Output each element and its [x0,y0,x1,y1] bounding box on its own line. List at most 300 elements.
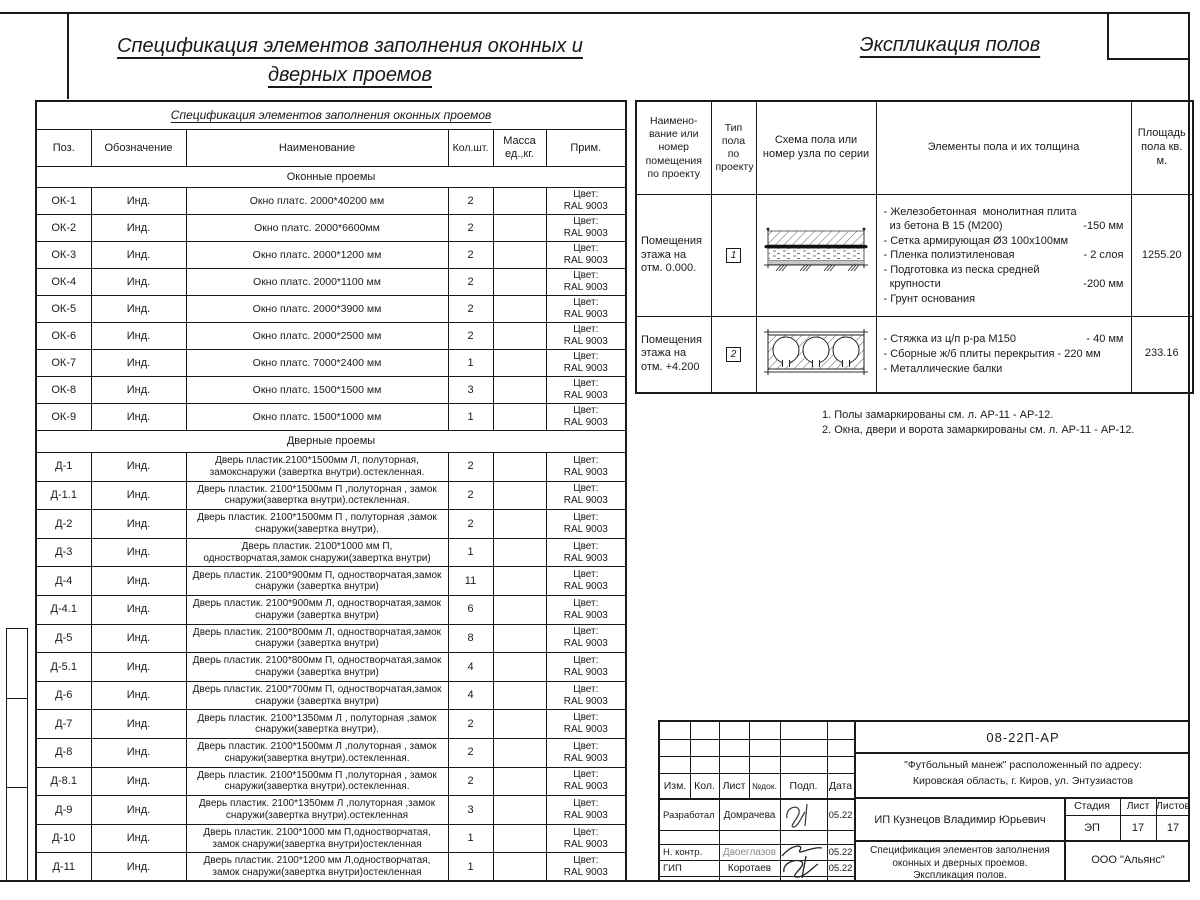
note-cell [546,710,626,739]
col-header-note: Прим. [546,130,626,167]
qty-cell: 1 [448,538,493,567]
note-line2: RAL 9003 [563,390,608,401]
mass-cell [493,510,546,539]
col-header-mass-line1: Масса [503,135,536,148]
element-thickness: - 2 слоя [1083,249,1124,262]
floor-scheme-1-section [762,224,870,282]
qty-cell: 1 [448,350,493,377]
note-cell [546,538,626,567]
signature-mark-2 [778,842,830,880]
position-cell: Д-4 [36,567,91,596]
designation-cell: Инд. [91,824,186,853]
col-header-data: Дата [828,779,853,792]
name-cell: Окно платс. 2000*1100 мм [186,269,448,296]
qty-cell: 2 [448,269,493,296]
document-number: 08-22П-АР [986,730,1060,745]
grid-line [660,830,854,831]
designation-cell: Инд. [91,188,186,215]
door-row [36,681,626,710]
qty-cell: 1 [448,404,493,431]
col-header-pos: Поз. [36,130,91,167]
element-text: - Сборные ж/б плиты перекрытия - 220 мм [883,347,1101,360]
mass-cell [493,595,546,624]
floor-scheme-2-slab [762,324,870,380]
col-header-name: Наименование [186,130,448,167]
note-line2: RAL 9003 [563,552,608,564]
door-row [36,538,626,567]
door-row [36,595,626,624]
name-cell: Дверь пластик. 2100*800мм Л, одностворчатая,замок снаружи (завертка внутри) [186,624,448,653]
note-cell [546,853,626,882]
position-cell: ОК-1 [36,188,91,215]
note-line1: Цвет: [573,483,599,495]
position-cell: ОК-7 [36,350,91,377]
spec-table-title: Спецификация элементов заполнения оконных проемов [36,101,626,130]
element-thickness [1118,347,1124,362]
position-cell: Д-8 [36,738,91,767]
element-thickness [1118,292,1124,307]
note-cell [546,350,626,377]
name-cell: Дверь пластик. 2100*1200 мм Л,одностворчатая, замок снаружи(завертка внутри)остекленная [186,853,448,882]
note-cell [546,767,626,796]
col-header-type: Тип пола по проекту [711,101,756,195]
position-cell: Д-2 [36,510,91,539]
designation-cell: Инд. [91,681,186,710]
floor-element-line [884,332,1124,347]
floor-element-line [884,292,1124,307]
note-line2: RAL 9003 [563,666,608,678]
sheet-title-left [80,32,620,90]
grid-line [856,752,1190,754]
sign-name: Двоеглазов [722,846,777,858]
door-row [36,481,626,510]
window-row [36,350,626,377]
note-line2: RAL 9003 [563,336,608,347]
designation-cell: Инд. [91,653,186,682]
note-line1: Цвет: [573,378,599,389]
mass-cell [493,710,546,739]
position-cell: ОК-6 [36,323,91,350]
note-line1: Цвет: [573,740,599,752]
position-cell: Д-8.1 [36,767,91,796]
frame-top-line [0,12,1190,14]
name-cell: Окно платс. 2000*6600мм [186,215,448,242]
mass-cell [493,824,546,853]
name-cell: Дверь пластик.2100*1500мм Л, полуторная, замокснаружи (завертка внутри).остекленная. [186,453,448,482]
note-line1: Цвет: [573,683,599,695]
note-line1: Цвет: [573,826,599,838]
floor-elements-cell [876,317,1131,393]
sheets-label: Листов [1155,800,1191,812]
qty-cell: 3 [448,377,493,404]
col-header-podp: Подп. [789,779,818,792]
position-cell: Д-3 [36,538,91,567]
floor-type-cell [711,317,756,393]
qty-cell: 2 [448,710,493,739]
element-thickness: -200 мм [1083,278,1124,291]
floor-type-badge: 2 [726,347,742,362]
name-cell: Окно платс. 2000*3900 мм [186,296,448,323]
name-cell: Окно платс. 2000*40200 мм [186,188,448,215]
frame-left-line [67,12,69,99]
mass-cell [493,350,546,377]
col-header-qty: Кол.шт. [448,130,493,167]
qty-cell: 2 [448,510,493,539]
grid-line [660,756,854,757]
element-text: - Стяжка из ц/п р-ра М150 [883,333,1016,346]
note-cell [546,377,626,404]
floor-element-line [884,205,1124,220]
note-line1: Цвет: [573,270,599,281]
margin-stamp-box [6,628,28,699]
position-cell: ОК-4 [36,269,91,296]
element-thickness [1118,362,1124,377]
name-cell: Дверь пластик. 2100*1000 мм П, одностворчатая,замок снаружи(завертка внутри) [186,538,448,567]
mass-cell [493,796,546,825]
sign-role: ГИП [663,862,682,874]
sheets-value: 17 [1166,821,1180,834]
mass-cell [493,453,546,482]
qty-cell: 8 [448,624,493,653]
mass-cell [493,404,546,431]
name-cell: Дверь пластик. 2100*700мм П, одностворчатая,замок снаружи (завертка внутри) [186,681,448,710]
qty-cell: 2 [448,453,493,482]
mass-cell [493,188,546,215]
window-row [36,323,626,350]
project-address-line2: Кировская область, г. Киров, ул. Энтузиастов [912,774,1134,787]
mass-cell [493,567,546,596]
area-cell: 233.16 [1131,317,1193,393]
position-cell: Д-9 [36,796,91,825]
designation-cell: Инд. [91,595,186,624]
designation-cell: Инд. [91,853,186,882]
project-address-line1: "Футбольный манеж" расположенный по адресу: [904,759,1142,771]
section-row-doors [36,431,626,453]
note-line2: RAL 9003 [563,495,608,507]
note-line2: RAL 9003 [563,752,608,764]
mass-cell [493,377,546,404]
floor-elements-cell [876,195,1131,317]
customer-name: ИП Кузнецов Владимир Юрьевич [874,813,1046,826]
designation-cell: Инд. [91,453,186,482]
element-thickness [1118,263,1124,278]
position-cell: ОК-9 [36,404,91,431]
qty-cell: 4 [448,681,493,710]
position-cell: Д-1 [36,453,91,482]
sign-role: Разработал [663,809,715,821]
floor-scheme-cell [756,317,876,393]
note-line1: Цвет: [573,626,599,638]
section-row-windows [36,167,626,188]
door-row [36,510,626,539]
note-line1: Цвет: [573,540,599,552]
note-cell [546,481,626,510]
sign-date: 05.22 [828,846,853,858]
floor-note-2: 2. Окна, двери и ворота замаркированы см. л. АР-11 - АР-12. [822,423,1135,436]
floor-scheme-cell [756,195,876,317]
qty-cell: 2 [448,767,493,796]
designation-cell: Инд. [91,767,186,796]
note-cell [546,188,626,215]
name-cell: Дверь пластик. 2100*1350мм Л ,полуторная ,замок снаружи(завертка внутри).остекленная [186,796,448,825]
note-line2: RAL 9003 [563,581,608,593]
position-cell: ОК-5 [36,296,91,323]
document-title-line1: Спецификация элементов заполнения [870,845,1050,856]
designation-cell: Инд. [91,269,186,296]
mass-cell [493,296,546,323]
name-cell: Дверь пластик. 2100*800мм П, одностворчатая,замок снаружи (завертка внутри) [186,653,448,682]
spec-header-row [36,130,626,167]
stage-value: ЭП [1084,821,1100,834]
col-header-kol: Кол. [694,779,715,792]
mass-cell [493,653,546,682]
floors-table [635,100,1194,394]
window-row [36,269,626,296]
door-row [36,853,626,882]
sheet-value: 17 [1131,821,1145,834]
note-line1: Цвет: [573,243,599,254]
margin-stamp-box [6,787,28,882]
qty-cell: 2 [448,481,493,510]
designation-cell: Инд. [91,350,186,377]
element-text: крупности [883,278,941,291]
mass-cell [493,323,546,350]
col-header-room: Наимено- вание или номер помещения по проекту [636,101,711,195]
position-cell: Д-7 [36,710,91,739]
element-text: из бетона В 15 (М200) [883,220,1003,233]
floor-element-line [884,219,1124,234]
element-thickness: -150 мм [1083,220,1124,233]
document-title-line2: оконных и дверных проемов. [892,857,1028,869]
door-row [36,624,626,653]
note-line1: Цвет: [573,797,599,809]
note-line2: RAL 9003 [563,466,608,478]
name-cell: Дверь пластик. 2100*900мм П, одностворчатая,замок снаружи (завертка внутри) [186,567,448,596]
note-line2: RAL 9003 [563,282,608,293]
window-row [36,296,626,323]
door-row [36,710,626,739]
note-line2: RAL 9003 [563,228,608,239]
name-cell: Окно платс. 7000*2400 мм [186,350,448,377]
mass-cell [493,681,546,710]
position-cell: ОК-8 [36,377,91,404]
name-cell: Дверь пластик. 2100*1000 мм П,одностворчатая, замок снаружи(завертка внутри)остекленная [186,824,448,853]
qty-cell: 2 [448,242,493,269]
col-header-list: Лист [722,779,746,792]
door-row [36,824,626,853]
note-cell [546,653,626,682]
sign-name: Домрачева [723,809,776,821]
spec-table [35,100,627,882]
note-cell [546,510,626,539]
door-row [36,796,626,825]
note-line2: RAL 9003 [563,523,608,535]
document-title [856,845,1064,883]
note-line1: Цвет: [573,351,599,362]
col-header-area: Площадь пола кв. м. [1131,101,1193,195]
position-cell: Д-10 [36,824,91,853]
element-text: - Железобетонная монолитная плита [883,205,1077,218]
sign-date: 05.22 [828,862,853,874]
title-block [658,720,1190,880]
qty-cell: 2 [448,215,493,242]
window-row [36,377,626,404]
note-line1: Цвет: [573,654,599,666]
mass-cell [493,538,546,567]
element-text: - Подготовка из песка средней [883,263,1040,276]
col-header-scheme: Схема пола или номер узла по серии [756,101,876,195]
window-row [36,404,626,431]
qty-cell: 4 [448,653,493,682]
col-header-mass [493,130,546,167]
position-cell: Д-11 [36,853,91,882]
note-line1: Цвет: [573,405,599,416]
element-text: - Грунт основания [883,292,976,305]
signature-mark-1 [781,800,827,830]
qty-cell: 2 [448,738,493,767]
mass-cell [493,481,546,510]
note-cell [546,567,626,596]
note-line1: Цвет: [573,297,599,308]
note-line2: RAL 9003 [563,809,608,821]
window-row [36,215,626,242]
designation-cell: Инд. [91,538,186,567]
qty-cell: 1 [448,853,493,882]
name-cell: Дверь пластик. 2100*900мм Л, одностворчатая,замок снаружи (завертка внутри) [186,595,448,624]
name-cell: Дверь пластик. 2100*1350мм Л , полуторная ,замок снаружи(завертка внутри). [186,710,448,739]
designation-cell: Инд. [91,796,186,825]
sheet-title-left-line1: Спецификация элементов заполнения оконных и [117,35,583,57]
element-text: - Сетка армирующая Ø3 100х100мм [883,234,1069,247]
note-line2: RAL 9003 [563,201,608,212]
floor-element-line [884,347,1124,362]
designation-cell: Инд. [91,481,186,510]
qty-cell: 3 [448,796,493,825]
designation-cell: Инд. [91,215,186,242]
designation-cell: Инд. [91,567,186,596]
element-text: - Пленка полиэтиленовая [883,249,1015,262]
position-cell: ОК-2 [36,215,91,242]
designation-cell: Инд. [91,404,186,431]
note-line1: Цвет: [573,216,599,227]
note-line2: RAL 9003 [563,609,608,621]
col-header-elements: Элементы пола и их толщина [876,101,1131,195]
qty-cell: 6 [448,595,493,624]
name-cell: Дверь пластик. 2100*1500мм П , полуторная ,замок снаружи(завертка внутри). [186,510,448,539]
room-cell: Помещения этажа на отм. +4.200 [636,317,711,393]
note-line2: RAL 9003 [563,781,608,793]
note-cell [546,296,626,323]
section-label-doors: Дверные проемы [36,431,626,453]
position-cell: Д-4.1 [36,595,91,624]
col-header-designation: Обозначение [91,130,186,167]
position-cell: Д-1.1 [36,481,91,510]
designation-cell: Инд. [91,377,186,404]
floor-row-1 [636,195,1193,317]
note-cell [546,681,626,710]
door-row [36,738,626,767]
element-thickness: - 40 мм [1086,333,1124,346]
note-line2: RAL 9003 [563,363,608,374]
note-line1: Цвет: [573,511,599,523]
mass-cell [493,624,546,653]
element-thickness [1118,205,1124,220]
note-line1: Цвет: [573,569,599,581]
floor-row-2 [636,317,1193,393]
note-cell [546,269,626,296]
note-cell [546,323,626,350]
sheet-title-left-line2: дверных проемов [267,64,432,86]
mass-cell [493,767,546,796]
qty-cell: 2 [448,188,493,215]
name-cell: Окно платс. 1500*1500 мм [186,377,448,404]
note-line2: RAL 9003 [563,309,608,320]
floor-type-badge: 1 [726,248,742,263]
note-line1: Цвет: [573,769,599,781]
note-line1: Цвет: [573,854,599,866]
note-cell [546,796,626,825]
sign-role: Н. контр. [663,846,703,858]
section-label-windows: Оконные проемы [36,167,626,188]
mass-cell [493,738,546,767]
note-line2: RAL 9003 [563,638,608,650]
floor-element-line [884,277,1124,292]
note-line2: RAL 9003 [563,724,608,736]
note-line2: RAL 9003 [563,838,608,850]
door-row [36,653,626,682]
note-cell [546,453,626,482]
window-row [36,242,626,269]
organization-name: ООО "Альянс" [1091,854,1165,866]
note-line1: Цвет: [573,454,599,466]
sign-date: 05.22 [828,809,853,821]
note-line2: RAL 9003 [563,417,608,428]
door-row [36,767,626,796]
floor-notes [822,408,1192,438]
designation-cell: Инд. [91,710,186,739]
floors-header-row [636,101,1193,195]
col-header-ndok: №док. [752,780,777,791]
floor-element-line [884,362,1124,377]
name-cell: Окно платс. 1500*1000 мм [186,404,448,431]
floor-element-line [884,234,1124,249]
position-cell: Д-6 [36,681,91,710]
floor-note-1: 1. Полы замаркированы см. л. АР-11 - АР-12. [822,409,1054,421]
note-cell [546,215,626,242]
designation-cell: Инд. [91,624,186,653]
room-cell: Помещения этажа на отм. 0.000. [636,195,711,317]
designation-cell: Инд. [91,510,186,539]
element-thickness [1118,234,1124,249]
stage-label: Стадия [1074,800,1110,812]
designation-cell: Инд. [91,323,186,350]
door-row [36,453,626,482]
window-row [36,188,626,215]
grid-line [660,739,854,740]
note-cell [546,624,626,653]
area-cell: 1255.20 [1131,195,1193,317]
note-line2: RAL 9003 [563,695,608,707]
col-header-izm: Изм. [663,779,687,792]
position-cell: Д-5 [36,624,91,653]
qty-cell: 2 [448,296,493,323]
door-row [36,567,626,596]
designation-cell: Инд. [91,738,186,767]
project-address [856,758,1190,790]
name-cell: Окно платс. 2000*1200 мм [186,242,448,269]
name-cell: Дверь пластик. 2100*1500мм Л ,полуторная , замок снаружи(завертка внутри).остекленная. [186,738,448,767]
floor-element-line [884,263,1124,278]
